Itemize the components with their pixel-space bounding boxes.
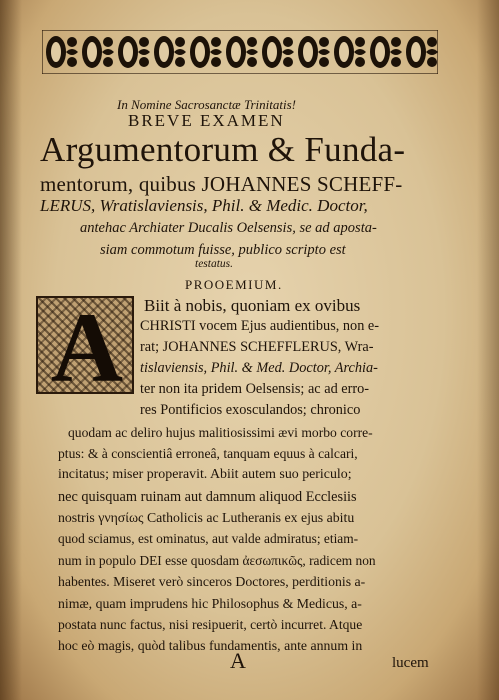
title-line-1: BREVE EXAMEN — [128, 111, 285, 130]
body-line: rat; JOHANNES SCHEFFLERUS, Wra- — [140, 339, 374, 355]
title-line-3: mentorum, quibus JOHANNES SCHEFF- — [40, 172, 403, 196]
body-line: tislaviensis, Phil. & Med. Doctor, Archia- — [140, 360, 378, 376]
body-line: nostris γνησίως Catholicis ac Lutheranis ex ejus abitu — [58, 510, 355, 525]
body-line: ter non ita pridem Oelsensis; ac ad erro- — [140, 381, 370, 397]
body-line: postata nunc factus, nisi resipuerit, certò incurret. Atque — [58, 617, 363, 632]
decorated-initial — [36, 292, 134, 403]
title-line-5: antehac Archiater Ducalis Oelsensis, se ad aposta- — [80, 220, 377, 236]
signature-mark: A — [230, 648, 246, 673]
body-line: nec quisquam ruinam aut damnum aliquod Ecclesiis — [58, 489, 357, 505]
page-edge-shadow — [477, 0, 499, 700]
body-line: Biit à nobis, quoniam ex ovibus — [144, 296, 361, 315]
title-line-4: LERUS, Wratislaviensis, Phil. & Medic. Doctor, — [40, 196, 368, 215]
body-line: num in populo DEI esse quosdam ἀεσωπικῶς, radicem non — [58, 553, 376, 568]
title-line-6: siam commotum fuisse, publico scripto est — [100, 242, 346, 258]
title-line-7: testatus. — [195, 258, 234, 270]
body-line: quod sciamus, est ominatus, aut valde admiratus; etiam- — [58, 531, 359, 546]
body-line: CHRISTI vocem Ejus audientibus, non e- — [140, 318, 380, 334]
body-line: quodam ac deliro hujus malitiosissimi ævi morbo corre- — [68, 425, 373, 440]
printers-ornament-band — [42, 30, 438, 74]
catchword: lucem — [392, 655, 429, 671]
page-gutter-shadow — [0, 0, 22, 700]
body-line: hoc eò magis, quòd talibus fundamentis, ante annum in — [58, 638, 363, 653]
body-line: ptus: & à conscientiâ erroneâ, tanquam equus à calcari, — [58, 446, 358, 461]
body-line: res Pontificios exosculandos; chronico — [140, 402, 361, 418]
title-line-2: Argumentorum & Funda- — [40, 130, 406, 169]
body-line: incitatus; miser properavit. Abiit autem suo periculo; — [58, 467, 352, 482]
body-line: habentes. Miseret verò sinceros Doctores, perditionis a- — [58, 574, 366, 589]
body-line: nimæ, quam imprudens hic Philosophus & Medicus, a- — [58, 596, 362, 611]
initial-letter: A — [50, 292, 124, 403]
invocation-line: In Nomine Sacrosanctæ Trinitatis! — [117, 97, 296, 112]
section-heading: PROOEMIUM. — [185, 277, 283, 292]
